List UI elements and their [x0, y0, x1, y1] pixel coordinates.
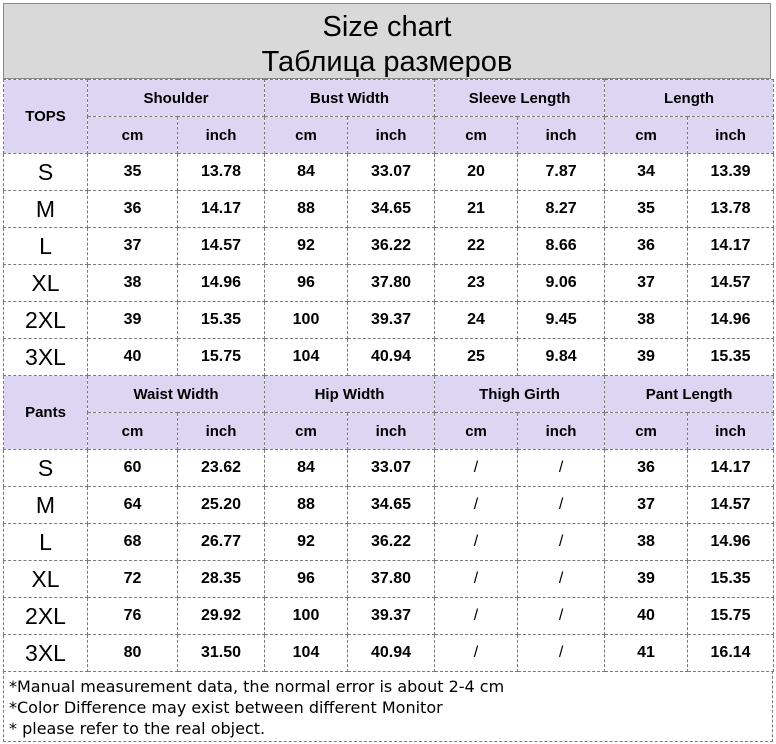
measurement-cell: 25.20 — [178, 487, 265, 524]
measurement-cell: 40 — [88, 339, 178, 376]
unit-header: cm — [88, 413, 178, 450]
measurement-cell: 100 — [265, 598, 348, 635]
table-row — [4, 339, 774, 376]
measurement-cell: 84 — [265, 154, 348, 191]
measurement-cell: 9.84 — [518, 339, 605, 376]
measurement-cell: 7.87 — [518, 154, 605, 191]
measurement-cell: 14.57 — [688, 265, 774, 302]
note-line: *Color Difference may exist between different Monitor — [9, 698, 443, 717]
measurement-cell: 20 — [435, 154, 518, 191]
measurement-cell: 37 — [88, 228, 178, 265]
unit-header: inch — [688, 117, 774, 154]
measurement-cell: 13.78 — [688, 191, 774, 228]
unit-header: cm — [605, 413, 688, 450]
measure-group-header: Sleeve Length — [435, 80, 605, 117]
unit-header: cm — [435, 117, 518, 154]
measurement-cell: 14.96 — [688, 524, 774, 561]
tops-section-label: TOPS — [4, 80, 88, 154]
measurement-cell: 36 — [88, 191, 178, 228]
table-row — [4, 598, 774, 635]
unit-header: cm — [605, 117, 688, 154]
size-label: 3XL — [4, 635, 88, 672]
unit-header: cm — [88, 117, 178, 154]
measurement-cell: / — [435, 487, 518, 524]
measurement-cell: 13.39 — [688, 154, 774, 191]
measurement-cell: / — [518, 487, 605, 524]
table-row — [4, 635, 774, 672]
size-label: 3XL — [4, 339, 88, 376]
measurement-cell: 8.27 — [518, 191, 605, 228]
size-label: S — [4, 154, 88, 191]
measurement-cell: 80 — [88, 635, 178, 672]
measurement-cell: 25 — [435, 339, 518, 376]
notes-block — [3, 671, 773, 742]
measurement-cell: / — [435, 598, 518, 635]
measurement-cell: 39 — [88, 302, 178, 339]
table-row — [4, 154, 774, 191]
measurement-cell: 13.78 — [178, 154, 265, 191]
measurement-cell: 37.80 — [348, 265, 435, 302]
table-row — [4, 561, 774, 598]
measurement-cell: 104 — [265, 339, 348, 376]
measurement-cell: 36 — [605, 228, 688, 265]
measurement-cell: 33.07 — [348, 450, 435, 487]
measurement-cell: 22 — [435, 228, 518, 265]
measure-group-header: Pant Length — [605, 376, 774, 413]
measurement-cell: 26.77 — [178, 524, 265, 561]
title-banner — [3, 3, 771, 79]
unit-header: inch — [518, 117, 605, 154]
measurement-cell: 88 — [265, 487, 348, 524]
measurement-cell: 35 — [605, 191, 688, 228]
measurement-cell: 8.66 — [518, 228, 605, 265]
measurement-cell: 15.35 — [688, 561, 774, 598]
measurement-cell: / — [435, 450, 518, 487]
measurement-cell: 15.75 — [688, 598, 774, 635]
measurement-cell: 39 — [605, 561, 688, 598]
measurement-cell: 14.17 — [688, 450, 774, 487]
title-english: Size chart — [322, 11, 452, 43]
measurement-cell: 23.62 — [178, 450, 265, 487]
note-line: * please refer to the real object. — [9, 719, 266, 738]
measurement-cell: 9.45 — [518, 302, 605, 339]
measurement-cell: 41 — [605, 635, 688, 672]
table-row — [4, 450, 774, 487]
measurement-cell: 37 — [605, 487, 688, 524]
unit-header: inch — [178, 413, 265, 450]
table-row — [4, 487, 774, 524]
measurement-cell: / — [518, 598, 605, 635]
size-label: 2XL — [4, 302, 88, 339]
pants-section-label: Pants — [4, 376, 88, 450]
measurement-cell: 40.94 — [348, 339, 435, 376]
measurement-cell: / — [518, 450, 605, 487]
measurement-cell: 29.92 — [178, 598, 265, 635]
measurement-cell: 14.17 — [688, 228, 774, 265]
size-label: S — [4, 450, 88, 487]
size-label: L — [4, 524, 88, 561]
size-label: 2XL — [4, 598, 88, 635]
measure-group-header: Waist Width — [88, 376, 265, 413]
measurement-cell: / — [435, 561, 518, 598]
table-row — [4, 191, 774, 228]
measurement-cell: 40.94 — [348, 635, 435, 672]
measurement-cell: 39 — [605, 339, 688, 376]
measurement-cell: 88 — [265, 191, 348, 228]
measurement-cell: 23 — [435, 265, 518, 302]
measurement-cell: 104 — [265, 635, 348, 672]
measurement-cell: 96 — [265, 265, 348, 302]
size-label: L — [4, 228, 88, 265]
measurement-cell: 9.06 — [518, 265, 605, 302]
measurement-cell: 36.22 — [348, 228, 435, 265]
measurement-cell: 76 — [88, 598, 178, 635]
table-row — [4, 302, 774, 339]
measurement-cell: 14.96 — [178, 265, 265, 302]
unit-header: inch — [348, 117, 435, 154]
measurement-cell: 34.65 — [348, 191, 435, 228]
measure-group-header: Thigh Girth — [435, 376, 605, 413]
measurement-cell: 72 — [88, 561, 178, 598]
table-row — [4, 524, 774, 561]
unit-header: cm — [265, 117, 348, 154]
measurement-cell: 60 — [88, 450, 178, 487]
unit-header: cm — [435, 413, 518, 450]
measurement-cell: 34 — [605, 154, 688, 191]
table-row — [4, 228, 774, 265]
measurement-cell: 15.35 — [178, 302, 265, 339]
measurement-cell: 24 — [435, 302, 518, 339]
measurement-cell: 16.14 — [688, 635, 774, 672]
size-label: M — [4, 487, 88, 524]
measurement-cell: 31.50 — [178, 635, 265, 672]
title-russian: Таблица размеров — [261, 46, 513, 78]
measurement-cell: / — [518, 635, 605, 672]
measurement-cell: 38 — [605, 524, 688, 561]
measurement-cell: 33.07 — [348, 154, 435, 191]
measurement-cell: 35 — [88, 154, 178, 191]
measurement-cell: 92 — [265, 228, 348, 265]
measurement-cell: 39.37 — [348, 598, 435, 635]
measurement-cell: 36 — [605, 450, 688, 487]
measurement-cell: 21 — [435, 191, 518, 228]
measurement-cell: 96 — [265, 561, 348, 598]
measurement-cell: 14.57 — [178, 228, 265, 265]
measurement-cell: 37 — [605, 265, 688, 302]
measurement-cell: / — [518, 561, 605, 598]
measurement-cell: 100 — [265, 302, 348, 339]
measurement-cell: 40 — [605, 598, 688, 635]
unit-header: inch — [178, 117, 265, 154]
measurement-cell: 37.80 — [348, 561, 435, 598]
size-label: XL — [4, 265, 88, 302]
measure-group-header: Length — [605, 80, 774, 117]
measurement-cell: 14.96 — [688, 302, 774, 339]
measurement-cell: 38 — [605, 302, 688, 339]
size-label: XL — [4, 561, 88, 598]
measurement-cell: / — [435, 524, 518, 561]
measurement-cell: 14.57 — [688, 487, 774, 524]
measurement-cell: 84 — [265, 450, 348, 487]
measurement-cell: 38 — [88, 265, 178, 302]
size-table — [3, 79, 774, 672]
measurement-cell: / — [435, 635, 518, 672]
measurement-cell: 64 — [88, 487, 178, 524]
table-row — [4, 265, 774, 302]
measurement-cell: 68 — [88, 524, 178, 561]
note-line: *Manual measurement data, the normal error is about 2-4 cm — [9, 677, 505, 696]
measurement-cell: 92 — [265, 524, 348, 561]
unit-header: inch — [688, 413, 774, 450]
unit-header: cm — [265, 413, 348, 450]
measurement-cell: 15.35 — [688, 339, 774, 376]
measurement-cell: 14.17 — [178, 191, 265, 228]
measurement-cell: / — [518, 524, 605, 561]
measure-group-header: Hip Width — [265, 376, 435, 413]
measurement-cell: 34.65 — [348, 487, 435, 524]
unit-header: inch — [348, 413, 435, 450]
measurement-cell: 28.35 — [178, 561, 265, 598]
measure-group-header: Bust Width — [265, 80, 435, 117]
size-label: M — [4, 191, 88, 228]
measure-group-header: Shoulder — [88, 80, 265, 117]
measurement-cell: 15.75 — [178, 339, 265, 376]
unit-header: inch — [518, 413, 605, 450]
measurement-cell: 39.37 — [348, 302, 435, 339]
measurement-cell: 36.22 — [348, 524, 435, 561]
